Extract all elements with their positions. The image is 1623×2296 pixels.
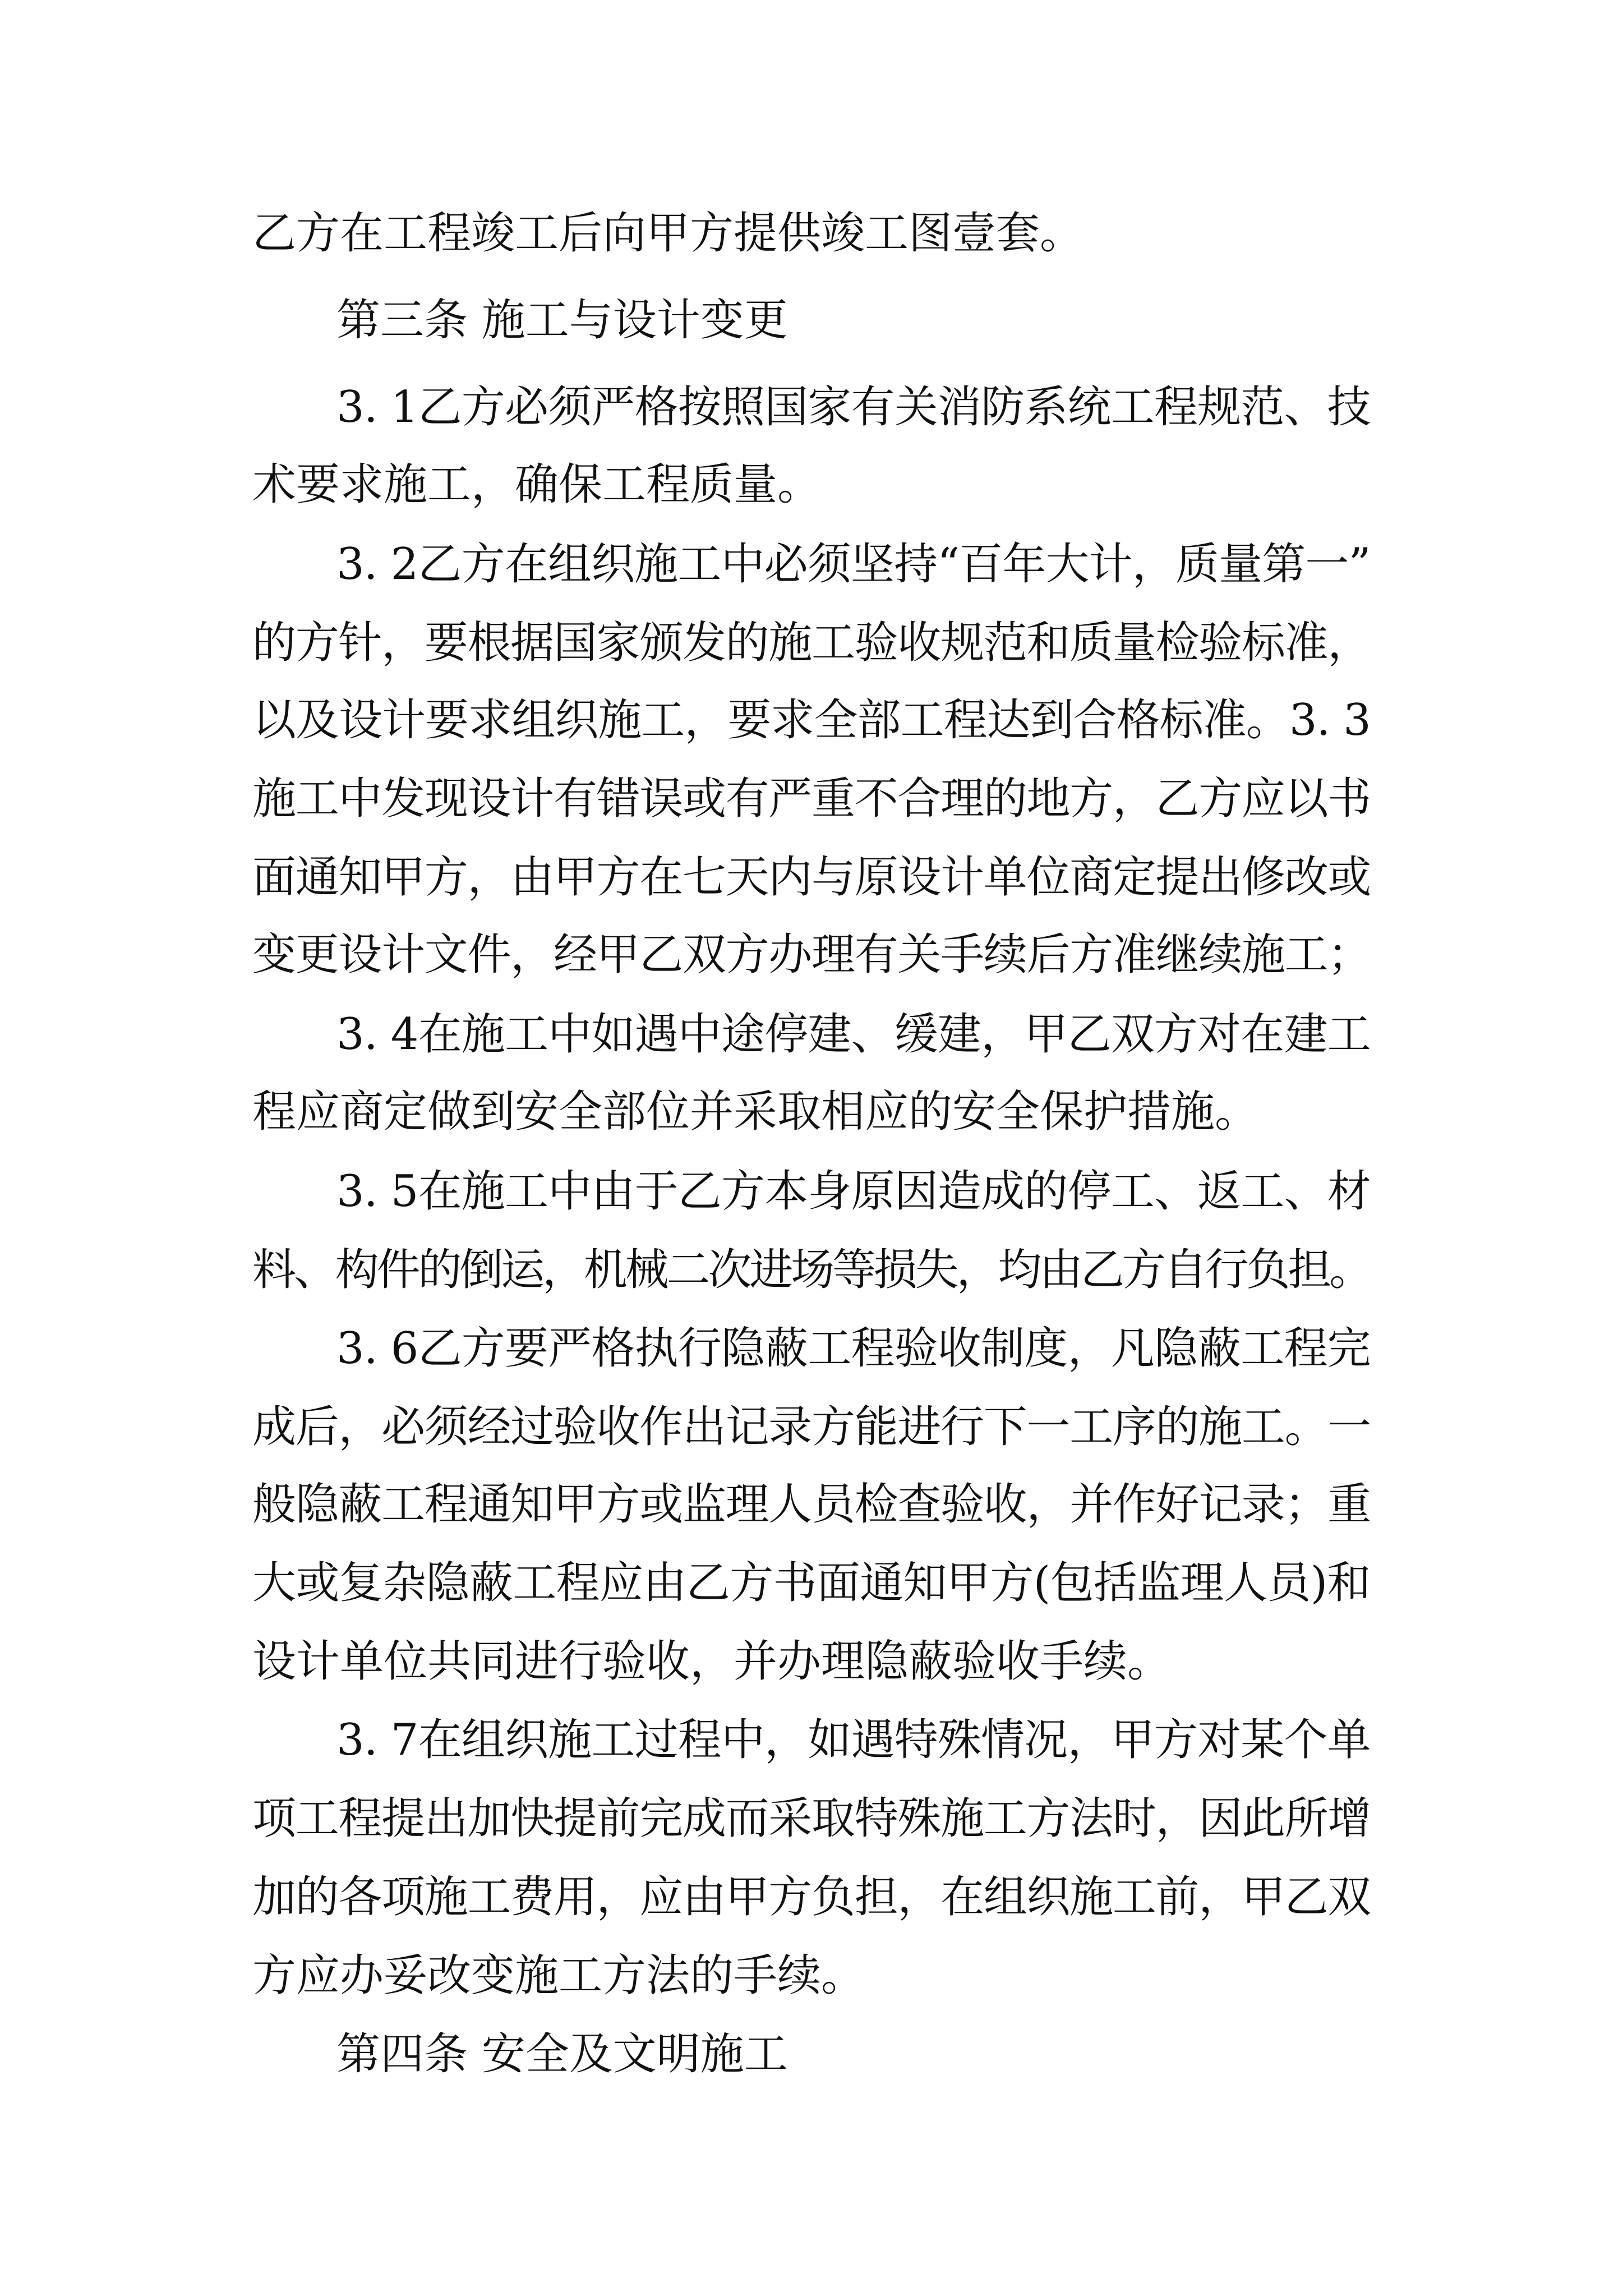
text-line-14: 料、构件的倒运，机械二次进场等损失，均由乙方自行负担。: [252, 1245, 1371, 1295]
text-line-21: 项工程提出加快提前完成而采取特殊施工方法时，因此所增: [252, 1793, 1371, 1844]
text-line-10: 变更设计文件，经甲乙双方办理有关手续后方准继续施工；: [252, 930, 1371, 980]
text-line-13: 3. 5在施工中由于乙方本身原因造成的停工、返工、材: [336, 1166, 1371, 1217]
text-line-12: 程应商定做到安全部位并采取相应的安全保护措施。: [252, 1087, 1259, 1137]
text-line-4: 术要求施工，确保工程质量。: [252, 459, 822, 510]
text-line-6: 的方针，要根据国家颁发的施工验收规范和质量检验标准，: [252, 618, 1371, 668]
text-line-16: 成后，必须经过验收作出记录方能进行下一工序的施工。一: [252, 1402, 1371, 1452]
text-line-22: 加的各项施工费用，应由甲方负担，在组织施工前，甲乙双: [252, 1872, 1371, 1922]
text-line-7: 以及设计要求组织施工，要求全部工程达到合格标准。3. 3: [252, 695, 1371, 746]
text-line-15: 3. 6乙方要严格执行隐蔽工程验收制度，凡隐蔽工程完: [336, 1323, 1371, 1374]
text-line-20: 3. 7在组织施工过程中，如遇特殊情况，甲方对某个单: [336, 1715, 1371, 1765]
text-line-3: 3. 1乙方必须严格按照国家有关消防系统工程规范、技: [336, 382, 1371, 432]
text-line-9: 面通知甲方，由甲方在七天内与原设计单位商定提出修改或: [252, 852, 1371, 903]
text-line-8: 施工中发现设计有错误或有严重不合理的地方，乙方应以书: [252, 774, 1371, 824]
text-line-5: 3. 2乙方在组织施工中必须坚持“百年大计，质量第一”: [336, 539, 1371, 590]
text-line-17: 般隐蔽工程通知甲方或监理人员检查验收，并作好记录；重: [252, 1479, 1371, 1530]
article-3-heading: 第三条 施工与设计变更: [336, 295, 788, 346]
text-line-19: 设计单位共同进行验收，并办理隐蔽验收手续。: [252, 1636, 1172, 1687]
text-line-11: 3. 4在施工中如遇中途停建、缓建，甲乙双方对在建工: [336, 1009, 1371, 1060]
text-line-1: 乙方在工程竣工后向甲方提供竣工图壹套。: [252, 208, 1084, 259]
article-4-heading: 第四条 安全及文明施工: [336, 2029, 788, 2079]
text-line-18: 大或复杂隐蔽工程应由乙方书面通知甲方(包括监理人员)和: [252, 1558, 1371, 1608]
text-line-23: 方应办妥改变施工方法的手续。: [252, 1950, 865, 2001]
